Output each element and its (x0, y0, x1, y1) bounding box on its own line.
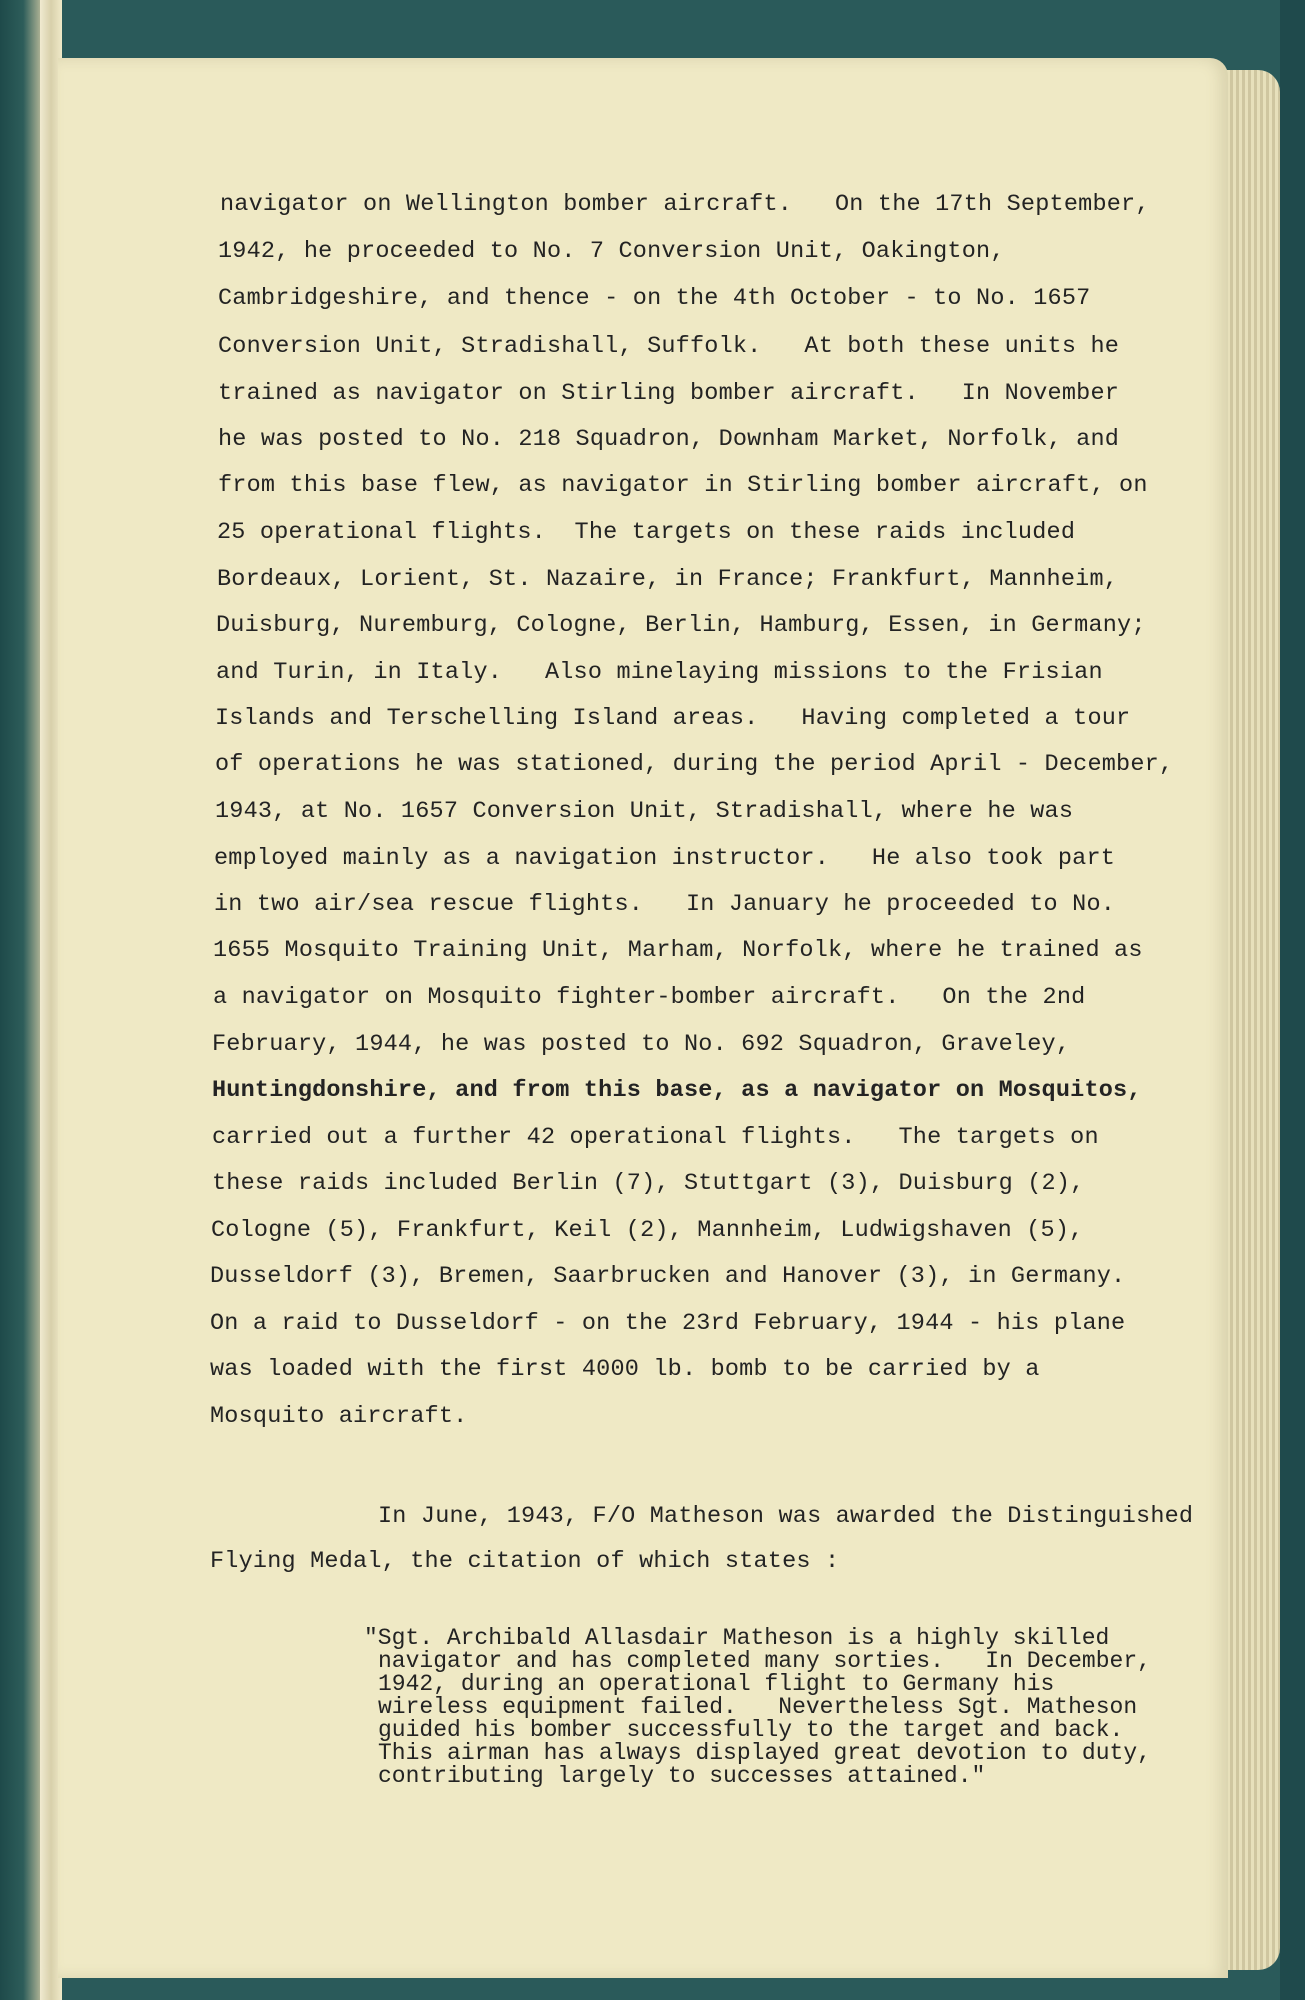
document-page (58, 58, 1228, 1978)
text-line: a navigator on Mosquito fighter-bomber aircraft. On the 2nd (213, 984, 1086, 1011)
text-line: Cambridgeshire, and thence - on the 4th October - to No. 1657 (218, 285, 1091, 312)
text-line: Dusseldorf (3), Bremen, Saarbrucken and Hanover (3), in Germany. (210, 1263, 1126, 1290)
text-line: Islands and Terschelling Island areas. Having completed a tour (215, 705, 1131, 732)
quote-line: "Sgt. Archibald Allasdair Matheson is a highly skilled (364, 1625, 1110, 1651)
text-line: from this base flew, as navigator in Stirling bomber aircraft, on (218, 472, 1148, 499)
text-line: and Turin, in Italy. Also minelaying missions to the Frisian (216, 659, 1103, 686)
text-line: February, 1944, he was posted to No. 692 Squadron, Graveley, (212, 1031, 1071, 1058)
text-line: carried out a further 42 operational flights. The targets on (212, 1124, 1099, 1151)
text-line: 1943, at No. 1657 Conversion Unit, Stradishall, where he was (215, 798, 1074, 825)
text-line: navigator on Wellington bomber aircraft. On the 17th September, (220, 191, 1150, 218)
text-line: 25 operational flights. The targets on these raids included (217, 519, 1076, 546)
quote-line: wireless equipment failed. Nevertheless Sgt. Matheson (378, 1694, 1138, 1720)
quote-line: contributing largely to successes attained." (378, 1763, 986, 1789)
text-line: In June, 1943, F/O Matheson was awarded the Distinguished (378, 1503, 1194, 1530)
text-line: Huntingdonshire, and from this base, as a navigator on Mosquitos, (212, 1077, 1142, 1104)
text-line: 1655 Mosquito Training Unit, Marham, Norfolk, where he trained as (213, 937, 1143, 964)
text-line: trained as navigator on Stirling bomber aircraft. In November (218, 380, 1120, 407)
text-line: he was posted to No. 218 Squadron, Downham Market, Norfolk, and (218, 426, 1120, 453)
text-line: these raids included Berlin (7), Stuttgart (3), Duisburg (2), (212, 1170, 1085, 1197)
text-line: Flying Medal, the citation of which states : (210, 1548, 840, 1575)
quote-line: 1942, during an operational flight to Germany his (378, 1671, 1055, 1697)
text-line: employed mainly as a navigation instructor. He also took part (214, 845, 1116, 872)
text-line: Bordeaux, Lorient, St. Nazaire, in France; Frankfurt, Mannheim, (217, 566, 1119, 593)
text-line: Duisburg, Nuremburg, Cologne, Berlin, Hamburg, Essen, in Germany; (216, 612, 1146, 639)
text-line: was loaded with the first 4000 lb. bomb to be carried by a (210, 1356, 1040, 1383)
text-line: On a raid to Dusseldorf - on the 23rd February, 1944 - his plane (210, 1310, 1126, 1337)
text-line: Cologne (5), Frankfurt, Keil (2), Mannheim, Ludwigshaven (5), (211, 1217, 1084, 1244)
quote-line: navigator and has completed many sorties. In December, (378, 1648, 1151, 1674)
text-line: Mosquito aircraft. (210, 1403, 468, 1430)
quote-line: This airman has always displayed great devotion to duty, (378, 1740, 1151, 1766)
text-line: of operations he was stationed, during the period April - December, (215, 751, 1174, 778)
text-line: Conversion Unit, Stradishall, Suffolk. At both these units he (218, 333, 1120, 360)
quote-line: guided his bomber successfully to the target and back. (378, 1717, 1124, 1743)
text-line: in two air/sea rescue flights. In January he proceeded to No. (214, 891, 1116, 918)
text-line: 1942, he proceeded to No. 7 Conversion Unit, Oakington, (218, 238, 1005, 265)
book-cover-right (1280, 0, 1305, 2000)
